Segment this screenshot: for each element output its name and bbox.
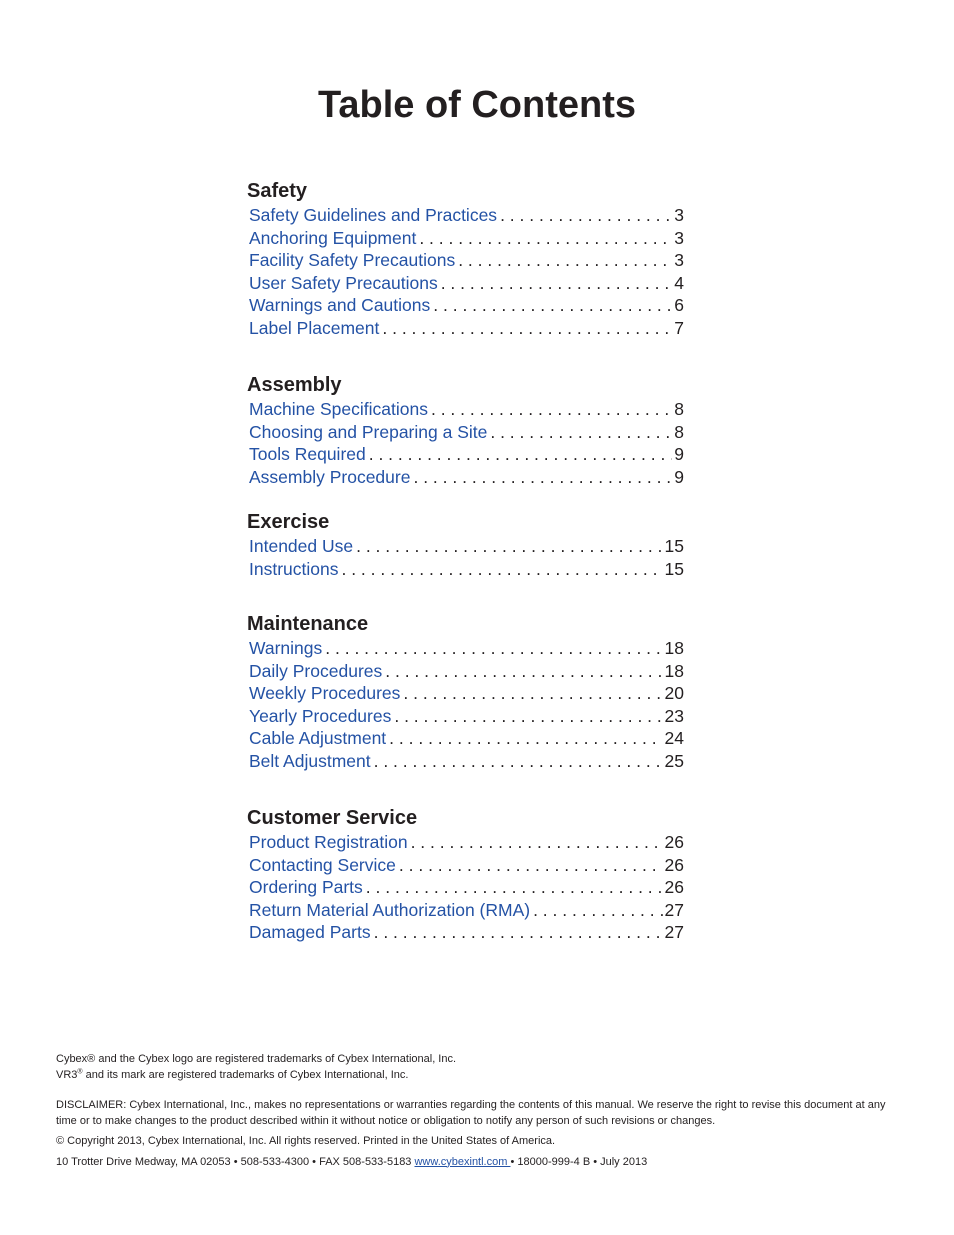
dot-leader (497, 204, 672, 227)
toc-entry-page-number: 24 (664, 728, 684, 748)
toc-entry-link[interactable] (247, 921, 684, 944)
toc-entry-label: Instructions (249, 558, 339, 579)
toc-entry-link[interactable] (247, 831, 684, 854)
toc-entry-page-number: 26 (664, 854, 684, 875)
toc-section (247, 611, 684, 772)
section-heading: Safety (247, 180, 308, 202)
toc-entry-label: Daily Procedures (249, 660, 383, 681)
toc-entry-label: Machine Specifications (249, 399, 428, 419)
dot-leader (410, 466, 672, 489)
toc-entry-page-number: 27 (664, 922, 684, 942)
toc-entry-link[interactable] (247, 899, 684, 922)
toc-entry-label: Safety Guidelines and Practices (249, 205, 498, 225)
toc-entry-link[interactable] (247, 750, 684, 773)
toc-entry-page-number: 3 (674, 250, 684, 270)
section-heading: Exercise (247, 511, 330, 533)
dot-leader (428, 398, 672, 421)
dot-leader (455, 249, 672, 272)
section-heading: Customer Service (247, 807, 418, 829)
toc-entry-page-number: 27 (664, 899, 684, 920)
toc-entry-label: Belt Adjustment (249, 750, 371, 771)
vr3-trademark-text: and its mark are registered trademarks of Cybex International, Inc. (82, 1068, 409, 1081)
toc-entry-label: Label Placement (249, 317, 380, 338)
toc-entry-label: Ordering Parts (249, 877, 363, 897)
toc-entry-page-number: 26 (664, 877, 684, 897)
table-of-contents (247, 178, 684, 977)
toc-entry-label: Cable Adjustment (249, 728, 387, 748)
contact-line (56, 1155, 898, 1171)
footer (56, 1052, 898, 1170)
toc-entry-page-number: 26 (664, 832, 684, 852)
toc-entry-page-number: 18 (664, 660, 684, 681)
dot-leader (438, 272, 673, 295)
toc-entry-link[interactable] (247, 682, 684, 705)
dot-leader (396, 854, 663, 877)
disclaimer: DISCLAIMER: Cybex International, Inc., makes no representations or warranties regarding the contents of this manual. We reserve the right to revise this document at any time or to make changes to the product described within it without notice or obligation to notify any person of such revisions or changes. (56, 1099, 886, 1127)
toc-entry-label: Return Material Authorization (RMA) (249, 899, 531, 920)
dot-leader (391, 705, 662, 728)
toc-entry-page-number: 9 (674, 444, 684, 464)
dot-leader (530, 899, 662, 922)
document-info: • 18000-999-4 B • July 2013 (510, 1155, 648, 1168)
vr3-name: VR3 (56, 1068, 78, 1081)
dot-leader (430, 294, 672, 317)
toc-entry-page-number: 6 (674, 295, 684, 315)
copyright: © Copyright 2013, Cybex International, Inc. All rights reserved. Printed in the United States of America. (56, 1135, 556, 1147)
dot-leader (363, 876, 663, 899)
toc-entry-page-number: 9 (674, 466, 684, 487)
toc-entry-label: User Safety Precautions (249, 272, 438, 293)
dot-leader (382, 660, 662, 683)
page-title: Table of Contents (317, 84, 637, 126)
toc-entry-link[interactable] (247, 443, 684, 466)
toc-entry-label: Warnings and Cautions (249, 295, 431, 315)
registered-mark: ® (77, 1067, 83, 1075)
toc-entry-link[interactable] (247, 294, 684, 317)
toc-entry-link[interactable] (247, 535, 684, 558)
toc-section (247, 178, 684, 339)
toc-entry-link[interactable] (247, 854, 684, 877)
toc-entry-link[interactable] (247, 637, 684, 660)
toc-entry-label: Weekly Procedures (249, 683, 401, 703)
dot-leader (338, 558, 662, 581)
toc-entry-link[interactable] (247, 705, 684, 728)
toc-entry-link[interactable] (247, 272, 684, 295)
toc-entry-link[interactable] (247, 227, 684, 250)
toc-entry-page-number: 3 (674, 227, 684, 248)
dot-leader (408, 831, 663, 854)
toc-entry-link[interactable] (247, 660, 684, 683)
toc-entry-label: Damaged Parts (249, 922, 371, 942)
toc-entry-link[interactable] (247, 466, 684, 489)
toc-entry-page-number: 8 (674, 421, 684, 442)
toc-entry-link[interactable] (247, 876, 684, 899)
dot-leader (353, 535, 662, 558)
toc-entry-page-number: 20 (664, 683, 684, 703)
vr3-trademark-notice (56, 1068, 898, 1084)
dot-leader (400, 682, 662, 705)
toc-entry-link[interactable] (247, 204, 684, 227)
toc-entry-label: Choosing and Preparing a Site (249, 421, 488, 442)
toc-entry-page-number: 23 (664, 705, 684, 726)
website-link[interactable]: www.cybexintl.com (414, 1155, 511, 1168)
dot-leader (379, 317, 672, 340)
dot-leader (371, 750, 663, 773)
toc-entry-label: Intended Use (249, 536, 354, 556)
dot-leader (487, 421, 672, 444)
toc-entry-page-number: 3 (674, 205, 684, 225)
toc-entry-link[interactable] (247, 249, 684, 272)
section-heading: Assembly (247, 374, 342, 396)
toc-entry-link[interactable] (247, 421, 684, 444)
toc-entry-label: Tools Required (249, 444, 366, 464)
trademark-notice: Cybex® and the Cybex logo are registered trademarks of Cybex International, Inc. (56, 1053, 457, 1065)
address: 10 Trotter Drive Medway, MA 02053 • 508-533-4300 • FAX 508-533-5183 (56, 1155, 415, 1168)
toc-section (247, 372, 684, 488)
dot-leader (416, 227, 672, 250)
dot-leader (386, 727, 662, 750)
dot-leader (322, 637, 662, 660)
toc-entry-page-number: 18 (664, 638, 684, 658)
toc-section (247, 805, 684, 944)
toc-entry-label: Anchoring Equipment (249, 227, 417, 248)
toc-entry-link[interactable] (247, 558, 684, 581)
toc-entry-label: Warnings (249, 638, 323, 658)
toc-entry-label: Assembly Procedure (249, 466, 411, 487)
toc-entry-page-number: 15 (664, 558, 684, 579)
toc-entry-link[interactable] (247, 398, 684, 421)
dot-leader (371, 921, 663, 944)
toc-entry-page-number: 25 (664, 750, 684, 771)
toc-entry-page-number: 7 (674, 317, 684, 338)
toc-entry-label: Facility Safety Precautions (249, 250, 456, 270)
dot-leader (366, 443, 673, 466)
section-heading: Maintenance (247, 613, 369, 635)
toc-entry-label: Yearly Procedures (249, 705, 392, 726)
toc-section (247, 509, 684, 580)
toc-entry-page-number: 8 (674, 399, 684, 419)
toc-entry-label: Contacting Service (249, 854, 396, 875)
toc-entry-page-number: 15 (664, 536, 684, 556)
toc-entry-page-number: 4 (674, 272, 684, 293)
toc-entry-link[interactable] (247, 727, 684, 750)
toc-entry-link[interactable] (247, 317, 684, 340)
toc-entry-label: Product Registration (249, 832, 408, 852)
